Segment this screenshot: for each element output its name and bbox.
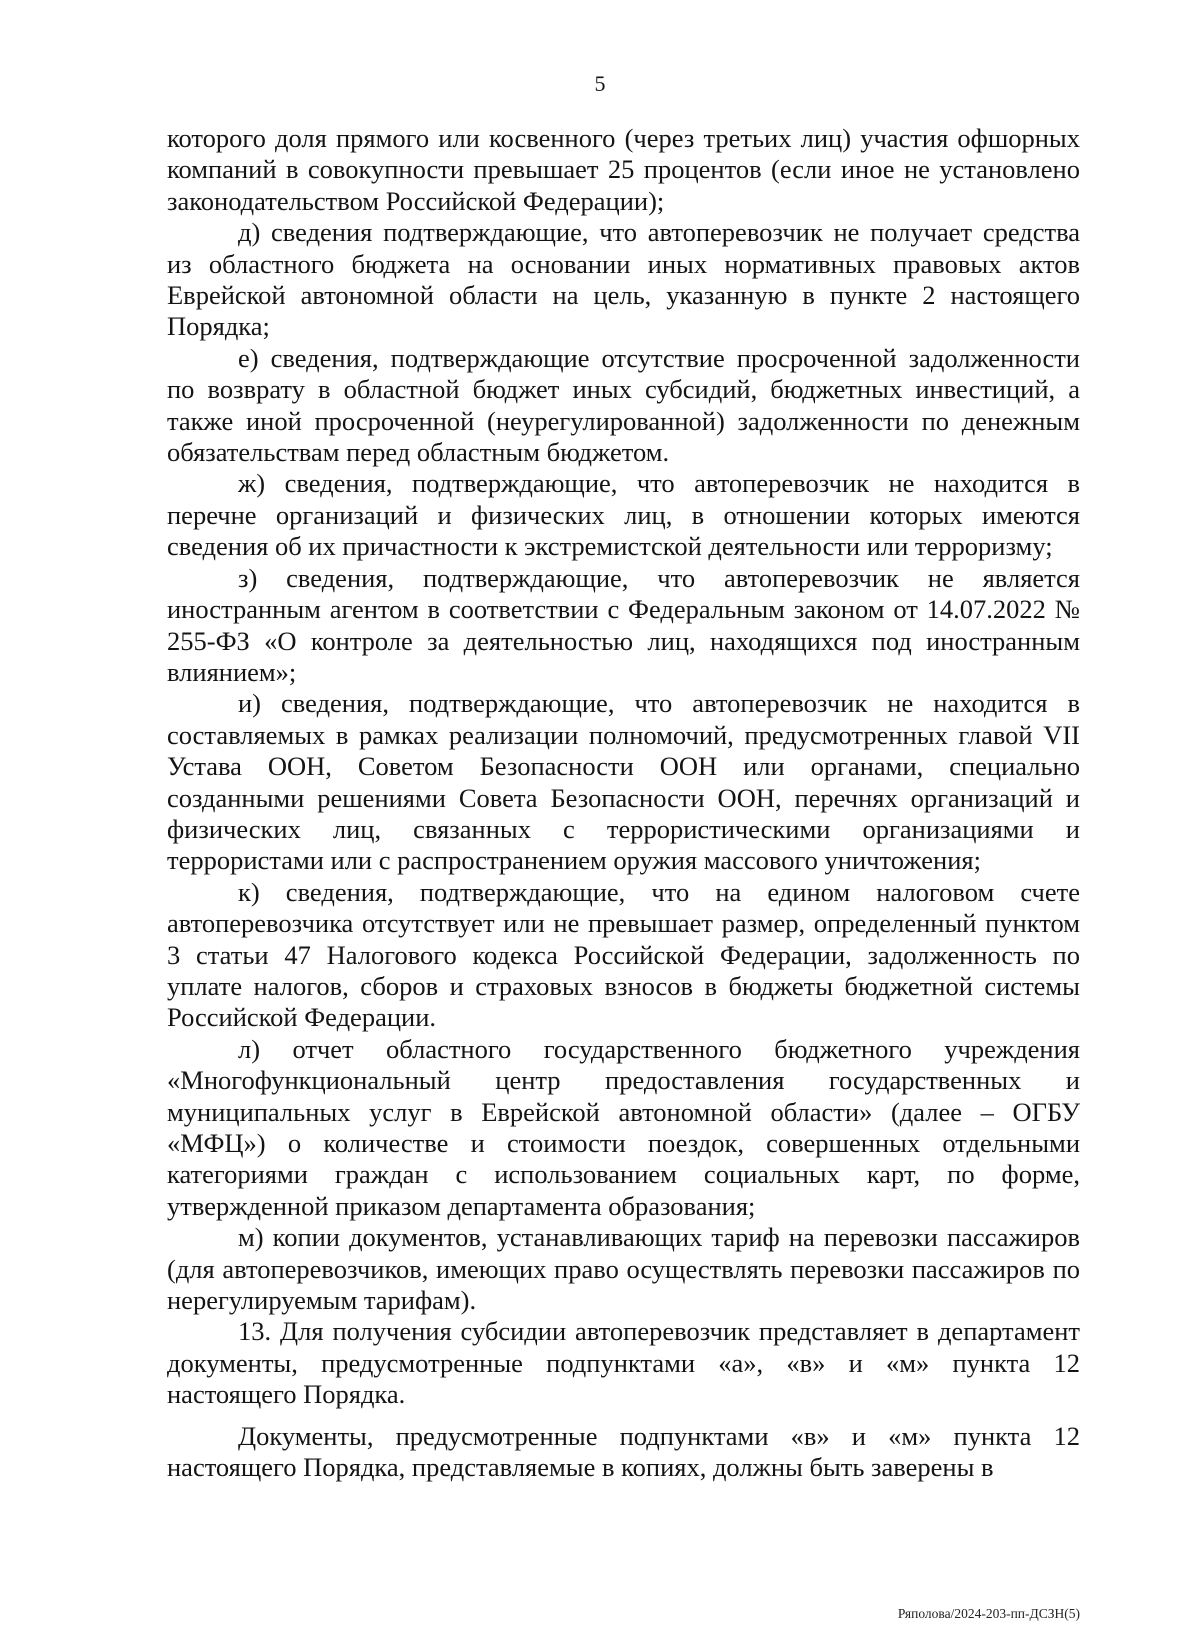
paragraph-item-k: к) сведения, подтверждающие, что на едином налоговом счете автоперевозчика отсутствует или не превышает размер, определенный пунктом 3 статьи 47 Налогового кодекса Российской Федерации, задолженность по уплате налогов, сборов и страховых взносов в бюджеты бюджетной системы Российской Федерации. xyxy=(167,876,1080,1033)
paragraph-item-d: д) сведения подтверждающие, что автоперевозчик не получает средства из областного бюджета на основании иных нормативных правовых актов Еврейской автономной области на цель, указанную в пункте 2 настоящего Порядка; xyxy=(167,217,1080,342)
document-body xyxy=(167,123,1080,1483)
paragraph-documents-certification: Документы, предусмотренные подпунктами «в» и «м» пункта 12 настоящего Порядка, представляемые в копиях, должны быть заверены в xyxy=(167,1420,1080,1483)
paragraph-item-zh: ж) сведения, подтверждающие, что автоперевозчик не находится в перечне организаций и физических лиц, в отношении которых имеются сведения об их причастности к экстремистской деятельности или терроризму; xyxy=(167,468,1080,562)
document-footer-code: Ряполова/2024-203-пп-ДСЗН(5) xyxy=(897,1606,1080,1621)
paragraph-continuation: которого доля прямого или косвенного (через третьих лиц) участия офшорных компаний в совокупности превышает 25 процентов (если иное не установлено законодательством Российской Федерации); xyxy=(167,123,1080,216)
paragraph-item-l: л) отчет областного государственного бюджетного учреждения «Многофункциональный центр предоставления государственных и муниципальных услуг в Еврейской автономной области» (далее – ОГБУ «МФЦ») о количестве и стоимости поездок, совершенных отдельными категориями граждан с использованием социальных карт, по форме, утвержденной приказом департамента образования; xyxy=(167,1033,1080,1221)
paragraph-item-i: и) сведения, подтверждающие, что автоперевозчик не находится в составляемых в рамках реализации полномочий, предусмотренных главой VII Устава ООН, Советом Безопасности ООН или органами, специально созданными решениями Совета Безопасности ООН, перечнях организаций и физических лиц, связанных с террористическими организациями и террористами или с распространением оружия массового уничтожения; xyxy=(167,688,1080,876)
paragraph-section-13: 13. Для получения субсидии автоперевозчик представляет в департамент документы, предусмотренные подпунктами «а», «в» и «м» пункта 12 настоящего Порядка. xyxy=(167,1316,1080,1410)
page-number: 5 xyxy=(594,71,606,96)
paragraph-item-m: м) копии документов, устанавливающих тариф на перевозки пассажиров (для автоперевозчиков, имеющих право осуществлять перевозки пассажиров по нерегулируемым тарифам). xyxy=(167,1222,1080,1316)
paragraph-item-e: е) сведения, подтверждающие отсутствие просроченной задолженности по возврату в областной бюджет иных субсидий, бюджетных инвестиций, а также иной просроченной (неурегулированной) задолженности по денежным обязательствам перед областным бюджетом. xyxy=(167,342,1080,468)
paragraph-item-z: з) сведения, подтверждающие, что автоперевозчик не является иностранным агентом в соответствии с Федеральным законом от 14.07.2022 № 255-ФЗ «О контроле за деятельностью лиц, находящихся под иностранным влиянием»; xyxy=(167,562,1080,687)
